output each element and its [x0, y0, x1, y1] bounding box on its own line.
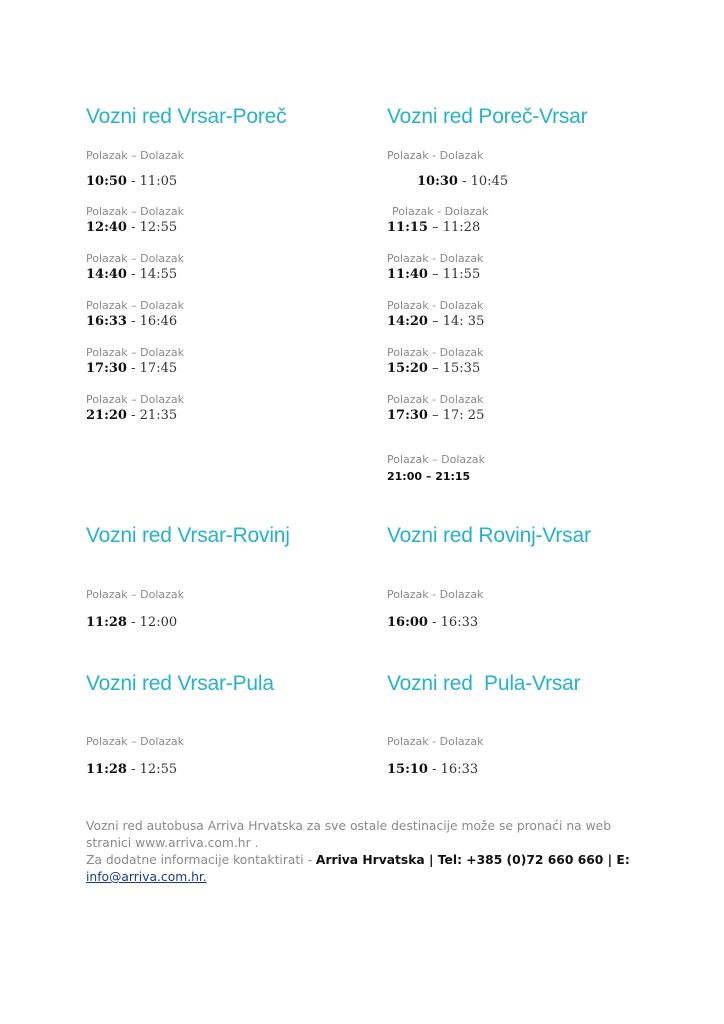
trip-label: Polazak – Dolazak [86, 588, 185, 601]
trip-time: 21:00 – 21:15 [387, 470, 471, 483]
footer-info [86, 818, 646, 886]
trip-time: 10:50 - 11:05 [86, 174, 178, 189]
footer-contact: Za dodatne informacije kontaktirati - Arriva Hrvatska | Tel: +385 (0)72 660 660 | E: [86, 853, 630, 867]
trip-label: Polazak - Dolazak [387, 346, 484, 359]
trip-time: 15:20 – 15:35 [387, 361, 481, 376]
trip-label: Polazak - Dolazak [387, 735, 484, 748]
trip-time: 17:30 - 17:45 [86, 361, 178, 376]
trip-time: 17:30 – 17: 25 [387, 408, 485, 423]
trip-time: 11:28 - 12:55 [86, 762, 178, 777]
trip-time: 16:33 - 16:46 [86, 314, 178, 329]
section-title-vrsar-pula: Vozni red Vrsar-Pula [86, 672, 274, 695]
footer-phone: +385 (0)72 660 660 [462, 853, 608, 867]
section-title-vrsar-rovinj: Vozni red Vrsar-Rovinj [86, 524, 290, 547]
trip-label: Polazak – Dolazak [86, 346, 185, 359]
trip-time: 11:15 – 11:28 [387, 220, 481, 235]
footer-web-note: Vozni red autobusa Arriva Hrvatska za sve ostale destinacije može se pronaći na web stranici www.arriva.com.hr . [86, 819, 612, 850]
trip-label: Polazak – Dolazak [387, 453, 486, 466]
trip-label: Polazak - Dolazak [387, 393, 484, 406]
trip-time: 12:40 - 12:55 [86, 220, 178, 235]
trip-label: Polazak – Dolazak [86, 205, 185, 218]
trip-label: Polazak - Dolazak [392, 205, 489, 218]
trip-time: 11:28 - 12:00 [86, 615, 178, 630]
trip-label: Polazak - Dolazak [387, 149, 484, 162]
trip-label: Polazak - Dolazak [387, 588, 484, 601]
section-title-pula-vrsar: Vozni red Pula-Vrsar [387, 672, 581, 695]
trip-time: 14:40 - 14:55 [86, 267, 178, 282]
trip-time: 15:10 - 16:33 [387, 762, 479, 777]
section-title-porec-vrsar: Vozni red Poreč-Vrsar [387, 105, 588, 128]
trip-time: 16:00 - 16:33 [387, 615, 479, 630]
trip-label: Polazak - Dolazak [387, 252, 484, 265]
footer-email-link[interactable]: info@arriva.com.hr. [86, 870, 207, 884]
footer-company: Arriva Hrvatska | Tel: [315, 853, 463, 867]
section-title-rovinj-vrsar: Vozni red Rovinj-Vrsar [387, 524, 591, 547]
trip-time: 11:40 – 11:55 [387, 267, 481, 282]
trip-label: Polazak – Dolazak [86, 252, 185, 265]
trip-time: 10:30 - 10:45 [417, 174, 509, 189]
trip-label: Polazak - Dolazak [387, 299, 484, 312]
section-title-vrsar-porec: Vozni red Vrsar-Poreč [86, 105, 287, 128]
trip-time: 14:20 – 14: 35 [387, 314, 485, 329]
trip-label: Polazak – Dolazak [86, 149, 185, 162]
trip-label: Polazak – Dolazak [86, 299, 185, 312]
trip-label: Polazak – Dolazak [86, 393, 185, 406]
trip-time: 21:20 - 21:35 [86, 408, 178, 423]
trip-label: Polazak – Dolazak [86, 735, 185, 748]
